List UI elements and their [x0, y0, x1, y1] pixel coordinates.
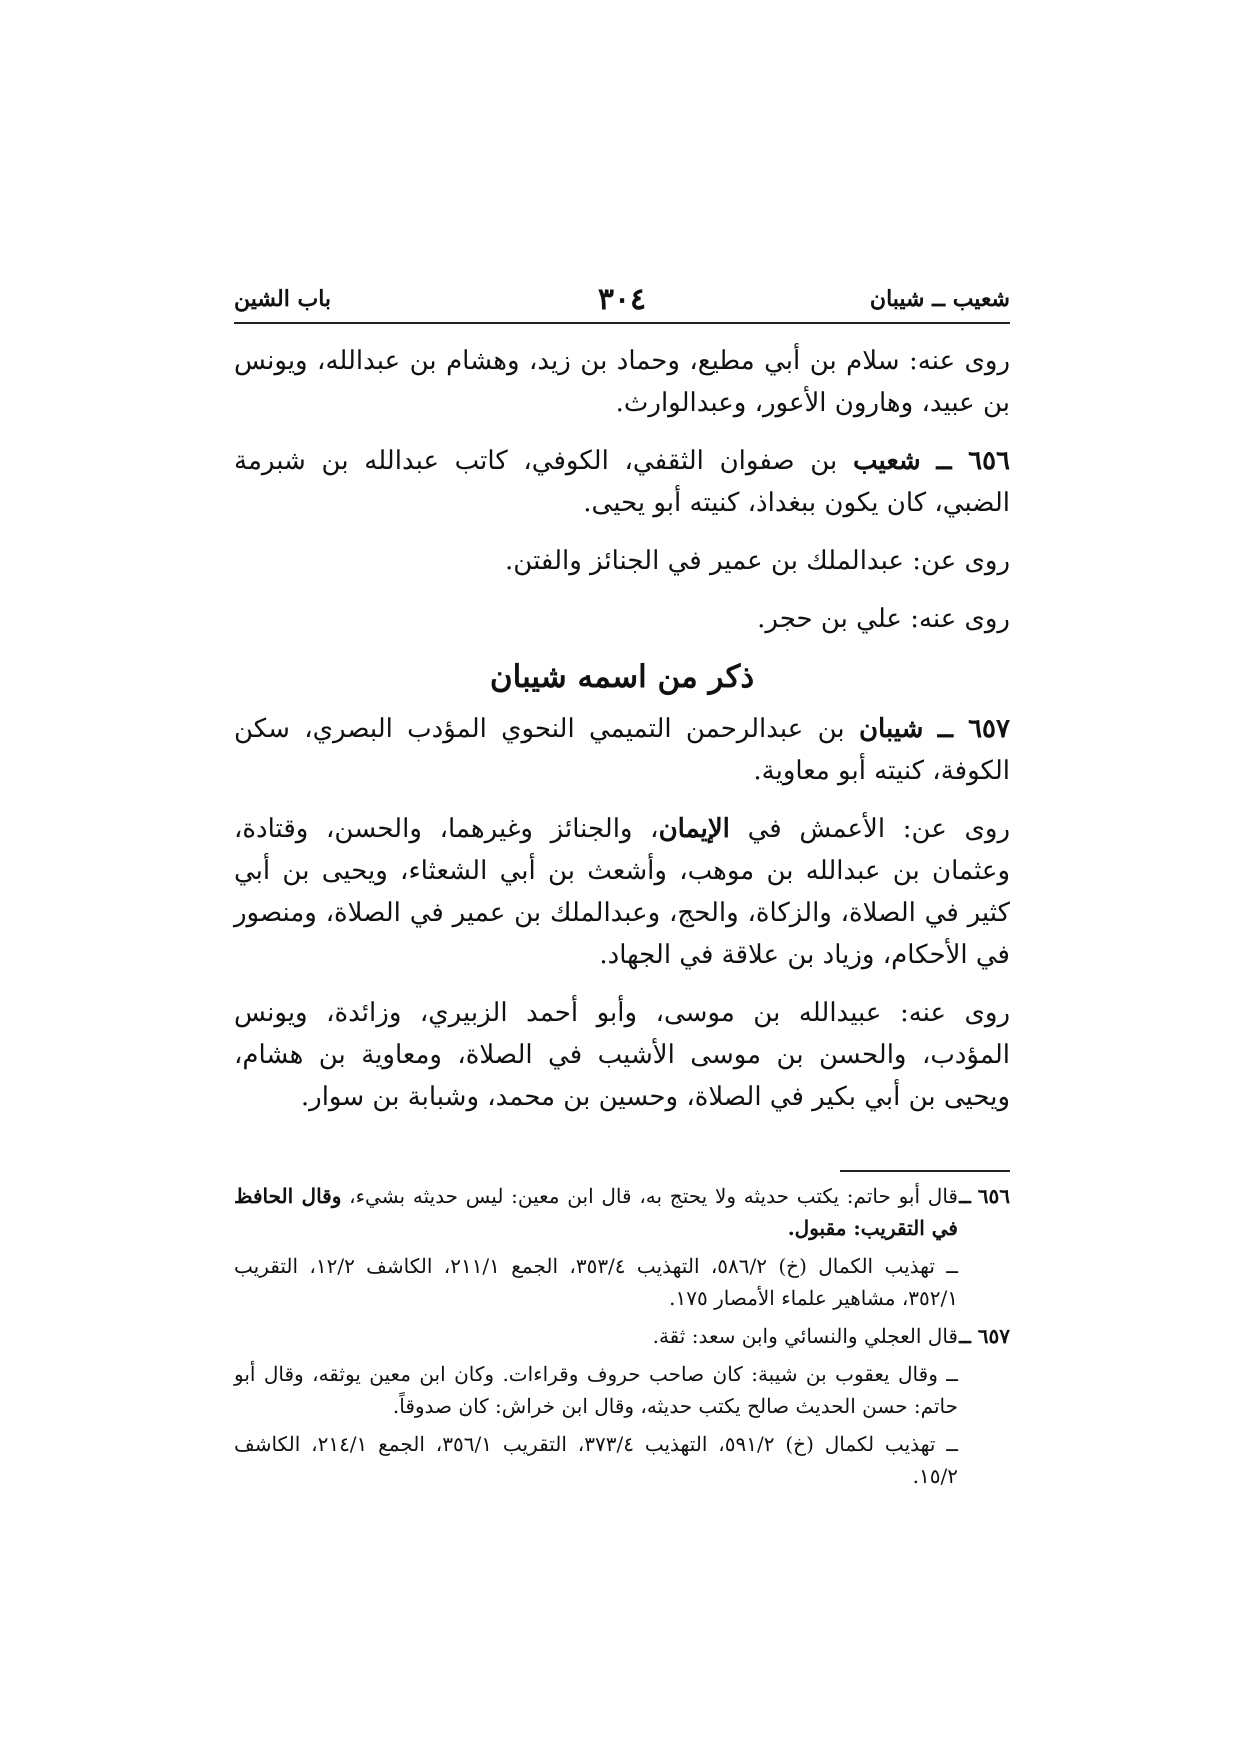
- narrated-by-657: روى عنه: عبيدالله بن موسى، وأبو أحمد الزبيري، وزائدة، ويونس المؤدب، والحسن بن موسى الأشيب في الصلاة، ومعاوية بن هشام، ويحيى بن أبي بكير في الصلاة، وحسين بن محمد، وشبابة بن سوار.: [234, 998, 1010, 1112]
- footnote-657: [234, 1320, 1010, 1352]
- footnote-656: [234, 1180, 1010, 1244]
- narrated-by: روى عنه: علي بن حجر.: [757, 604, 1010, 634]
- footnote-text: قال أبو حاتم: يكتب حديثه ولا يحتج به، قال ابن معين: ليس حديثه بشيء،: [341, 1184, 958, 1208]
- footnote-text-bold: وقال الحافظ في التقريب: مقبول.: [234, 1184, 958, 1240]
- emphasis-text: الإيمان: [658, 814, 730, 844]
- section-title: شعيب ــ شيبان: [869, 286, 1010, 312]
- footnote-text: قال العجلي والنسائي وابن سعد: ثقة.: [652, 1324, 958, 1348]
- footnote-657-refs: ــ تهذيب لكمال (خ) ٥٩١/٢، التهذيب ٣٧٣/٤، التقريب ٣٥٦/١، الجمع ٢١٤/١، الكاشف ١٥/٢.: [234, 1432, 959, 1488]
- entry-657: [234, 708, 1010, 792]
- chapter-title: باب الشين: [234, 286, 332, 312]
- running-header: [234, 282, 1010, 324]
- footnote-separator: [840, 1170, 1010, 1172]
- footnotes: [234, 1180, 1010, 1498]
- text-part: روى عن: الأعمش في: [729, 814, 1010, 844]
- footnote-657-quote: ــ وقال يعقوب بن شيبة: كان صاحب حروف وقراءات. وكان ابن معين يوثقه، وقال أبو حاتم: حسن الحديث صالح يكتب حديثه، وقال ابن خراش: كان صدوقاً.: [234, 1362, 958, 1418]
- narrated-from: روى عن: عبدالملك بن عمير في الجنائز والفتن.: [505, 546, 1010, 576]
- narrators-from-previous: روى عنه: سلام بن أبي مطيع، وحماد بن زيد، وهشام بن عبدالله، ويونس بن عبيد، وهارون الأعور، وعبدالوارث.: [234, 346, 1010, 418]
- entry-number: ٦٥٧ ــ: [937, 714, 1010, 744]
- entry-name: شعيب: [852, 446, 921, 476]
- entry-number: ٦٥٦ ــ: [936, 446, 1011, 476]
- entry-text: بن صفوان الثقفي، الكوفي، كاتب عبدالله بن شبرمة الضبي، كان يكون ببغداذ، كنيته أبو يحيى.: [234, 446, 1010, 518]
- entry-656: [234, 440, 1010, 524]
- entry-name: شيبان: [858, 714, 924, 744]
- footnote-number: ٦٥٧ ــ: [959, 1324, 1010, 1348]
- text-part: ، والجنائز وغيرهما، والحسن، وقتادة، وعثمان بن عبدالله بن موهب، وأشعث بن أبي الشعثاء، ويحيى بن أبي كثير في الصلاة، والزكاة، والحج، وعبدالملك بن عمير في الصلاة، ومنصور في الأحكام، وزياد بن علاقة في الجهاد.: [234, 814, 1010, 970]
- main-text: [234, 340, 1010, 1134]
- narrated-from-657: [234, 808, 1010, 976]
- footnote-656-refs: ــ تهذيب الكمال (خ) ٥٨٦/٢، التهذيب ٣٥٣/٤، الجمع ٢١١/١، الكاشف ١٢/٢، التقريب ٣٥٢/١، مشاهير علماء الأمصار ١٧٥.: [234, 1254, 958, 1310]
- footnote-number: ٦٥٦ ــ: [959, 1184, 1010, 1208]
- section-heading: ذكر من اسمه شيبان: [489, 659, 755, 695]
- page-number: ٣٠٤: [597, 282, 647, 317]
- entry-text: بن عبدالرحمن التميمي النحوي المؤدب البصري، سكن الكوفة، كنيته أبو معاوية.: [234, 714, 1010, 786]
